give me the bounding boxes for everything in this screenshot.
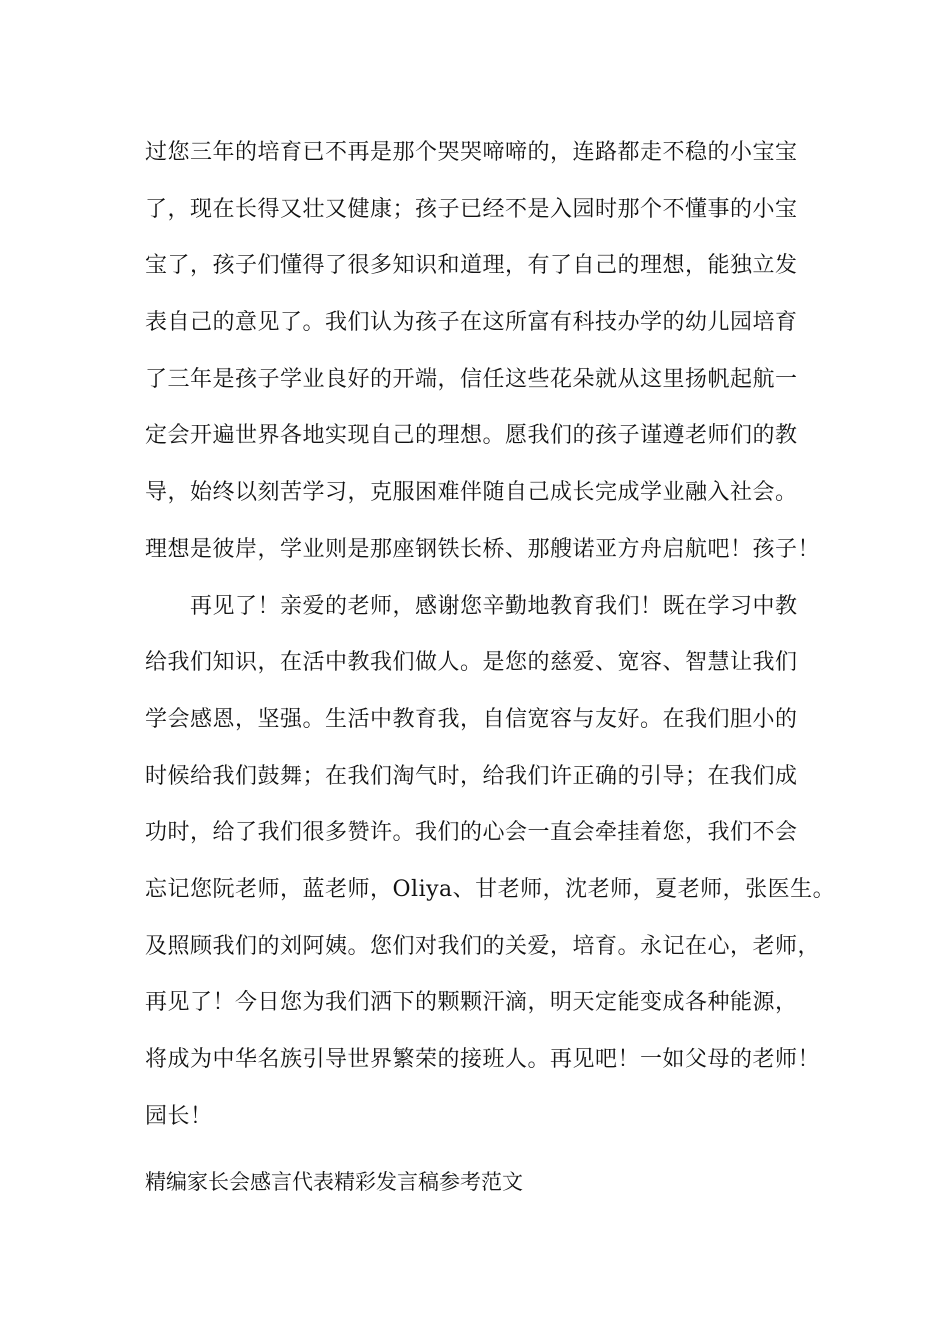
paragraph-line-10: 给我们知识，在活中教我们做人。是您的慈爱、宽容、智慧让我们	[145, 650, 798, 675]
paragraph-line-16: 再见了！今日您为我们洒下的颗颗汗滴，明天定能变成各种能源，	[145, 990, 798, 1015]
paragraph-line-5: 了三年是孩子学业良好的开端，信任这些花朵就从这里扬帆起航一	[145, 367, 798, 392]
paragraph-line-7: 导，始终以刻苦学习，克服困难伴随自己成长完成学业融入社会。	[145, 480, 798, 505]
paragraph-line-6: 定会开遍世界各地实现自己的理想。愿我们的孩子谨遵老师们的教	[145, 423, 798, 448]
paragraph-line-18: 园长！	[145, 1104, 213, 1129]
paragraph-line-9: 再见了！亲爱的老师，感谢您辛勤地教育我们！既在学习中教	[190, 594, 798, 619]
document-heading: 精编家长会感言代表精彩发言稿参考范文	[145, 1170, 523, 1194]
paragraph-line-11: 学会感恩，坚强。生活中教育我，自信宽容与友好。在我们胆小的	[145, 707, 798, 732]
paragraph-line-12: 时候给我们鼓舞；在我们淘气时，给我们许正确的引导；在我们成	[145, 764, 798, 789]
paragraph-line-8: 理想是彼岸，学业则是那座钢铁长桥、那艘诺亚方舟启航吧！孩子！	[145, 537, 821, 562]
paragraph-line-1: 过您三年的培育已不再是那个哭哭啼啼的，连路都走不稳的小宝宝	[145, 140, 798, 165]
paragraph-line-2: 了，现在长得又壮又健康；孩子已经不是入园时那个不懂事的小宝	[145, 197, 798, 222]
paragraph-line-13: 功时，给了我们很多赞许。我们的心会一直会牵挂着您，我们不会	[145, 820, 798, 845]
paragraph-line-4: 表自己的意见了。我们认为孩子在这所富有科技办学的幼儿园培育	[145, 310, 798, 335]
paragraph-line-15: 及照顾我们的刘阿姨。您们对我们的关爱，培育。永记在心，老师，	[145, 934, 821, 959]
paragraph-line-3: 宝了，孩子们懂得了很多知识和道理，有了自己的理想，能独立发	[145, 253, 798, 278]
paragraph-line-17: 将成为中华名族引导世界繁荣的接班人。再见吧！一如父母的老师！	[145, 1047, 821, 1072]
paragraph-line-14: 忘记您阮老师，蓝老师，Oliya、甘老师，沈老师，夏老师，张医生。	[145, 877, 836, 902]
